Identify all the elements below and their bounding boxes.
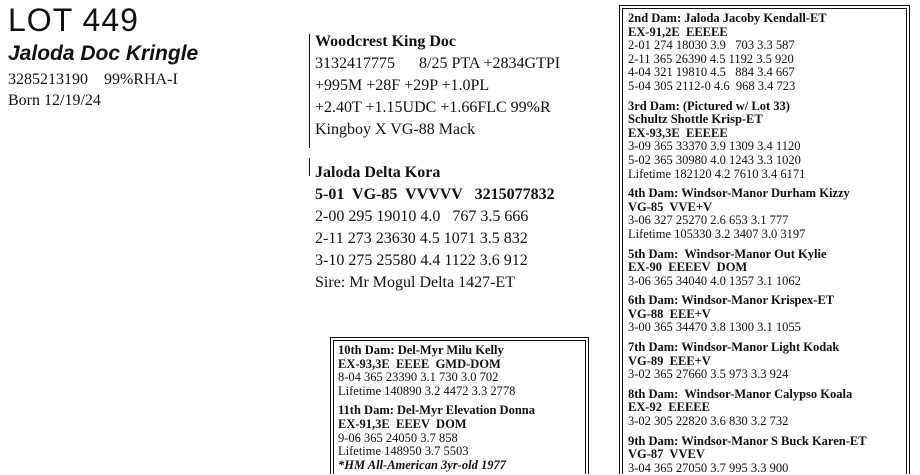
dam-title: 8th Dam: Windsor-Manor Calypso Koala — [628, 386, 853, 401]
dam-record: 2-11 365 26390 4.5 1192 3.5 920 — [628, 51, 794, 66]
dam-record: 2-00 295 19010 4.0 767 3.5 666 — [315, 208, 529, 225]
sire-pedigree: Kingboy X VG-88 Mack — [315, 121, 476, 138]
dam-title: 11th Dam: Del-Myr Elevation Donna — [338, 403, 535, 418]
dam-title: 6th Dam: Windsor-Manor Krispex-ET — [628, 293, 835, 308]
dam-classification: VG-89 EEE+V — [628, 353, 711, 368]
dam-title: 3rd Dam: (Pictured w/ Lot 33) — [628, 98, 790, 113]
dam-classification: EX-93,3E EEEE GMD-DOM — [338, 356, 501, 371]
divider-rule — [309, 34, 310, 148]
dam-classification: VG-87 VVEV — [628, 447, 705, 462]
dam-classification: EX-91,2E EEEEE — [628, 24, 728, 39]
dam-record: 9-06 365 24050 3.7 858 — [338, 430, 458, 445]
dam-classification: EX-93,3E EEEEE — [628, 125, 728, 140]
dam-record: 2-01 274 18030 3.9 703 3.3 587 — [628, 38, 795, 53]
dam-title: 9th Dam: Windsor-Manor S Buck Karen-ET — [628, 433, 867, 448]
dam-record: 5-02 365 30980 4.0 1243 3.3 1020 — [628, 152, 801, 167]
dam-classification: VG-85 VVE+V — [628, 199, 712, 214]
sire-proof-line: +995M +28F +29P +1.0PL — [315, 77, 490, 94]
sire-name: Woodcrest King Doc — [315, 33, 457, 50]
sire-proof-line: +2.40T +1.15UDC +1.66FLC 99%R — [315, 99, 551, 116]
dam-lifetime: Lifetime 105330 3.2 3407 3.0 3197 — [628, 226, 806, 241]
divider-rule — [309, 158, 310, 176]
dam-title: 7th Dam: Windsor-Manor Light Kodak — [628, 340, 840, 355]
dam-title: 5th Dam: Windsor-Manor Out Kylie — [628, 246, 827, 261]
dam-record: 3-06 327 25270 2.6 653 3.1 777 — [628, 213, 789, 228]
dam-record: 3-06 365 34040 4.0 1357 3.1 1062 — [628, 273, 801, 288]
dam-record: 3-00 365 34470 3.8 1300 3.1 1055 — [628, 320, 801, 335]
dam-sire: Sire: Mr Mogul Delta 1427-ET — [315, 274, 515, 291]
dam-classification: EX-90 EEEEV DOM — [628, 260, 748, 275]
dam-lifetime: Lifetime 148950 3.7 5503 — [338, 444, 469, 459]
dam-title: 4th Dam: Windsor-Manor Durham Kizzy — [628, 186, 850, 201]
dam-record: 3-02 305 22820 3.6 830 3.2 732 — [628, 414, 789, 429]
award-note: *HM All-American 3yr-old 1977 — [338, 457, 506, 472]
dam-record: 3-02 365 27660 3.5 973 3.3 924 — [628, 367, 789, 382]
dam-classification: EX-92 EEEEE — [628, 400, 710, 415]
dam-record: 5-04 305 2112-0 4.6 968 3.4 723 — [628, 78, 796, 93]
sire-proof-line: 3132417775 8/25 PTA +2834GTPI — [315, 55, 561, 72]
dam-classification: VG-88 EEE+V — [628, 306, 711, 321]
dam-title: 2nd Dam: Jaloda Jacoby Kendall-ET — [628, 11, 827, 25]
animal-name: Jaloda Doc Kringle — [8, 42, 199, 65]
dam-classification: 5-01 VG-85 VVVVV 3215077832 — [315, 186, 555, 203]
dam-lifetime: Lifetime 182120 4.2 7610 3.4 6171 — [628, 166, 806, 181]
dam-record: 3-10 275 25580 4.4 1122 3.6 912 — [315, 252, 528, 269]
dam-lifetime: Lifetime 140890 3.2 4472 3.3 2778 — [338, 383, 516, 398]
dam-name: Jaloda Delta Kora — [315, 164, 441, 181]
dam-record: 8-04 365 23390 3.1 730 3.0 702 — [338, 370, 499, 385]
dam-record: 3-04 365 27050 3.7 995 3.3 900 — [628, 460, 789, 475]
dam-record: 3-09 365 33370 3.9 1309 3.4 1120 — [628, 139, 801, 154]
deep-pedigree-box — [333, 340, 586, 474]
dam-classification: EX-91,3E EEEV DOM — [338, 416, 467, 431]
dam-title: 10th Dam: Del-Myr Milu Kelly — [338, 343, 504, 357]
maternal-line-box — [622, 8, 907, 474]
dam-record: 2-11 273 23630 4.5 1071 3.5 832 — [315, 230, 528, 247]
dam-title: Schultz Shottle Krisp-ET — [628, 112, 763, 127]
lot-number: LOT 449 — [8, 2, 139, 38]
dam-record: 4-04 321 19810 4.5 884 3.4 667 — [628, 65, 795, 80]
birth-date: Born 12/19/24 — [8, 92, 101, 109]
registration-line: 3285213190 99%RHA-I — [8, 71, 178, 88]
